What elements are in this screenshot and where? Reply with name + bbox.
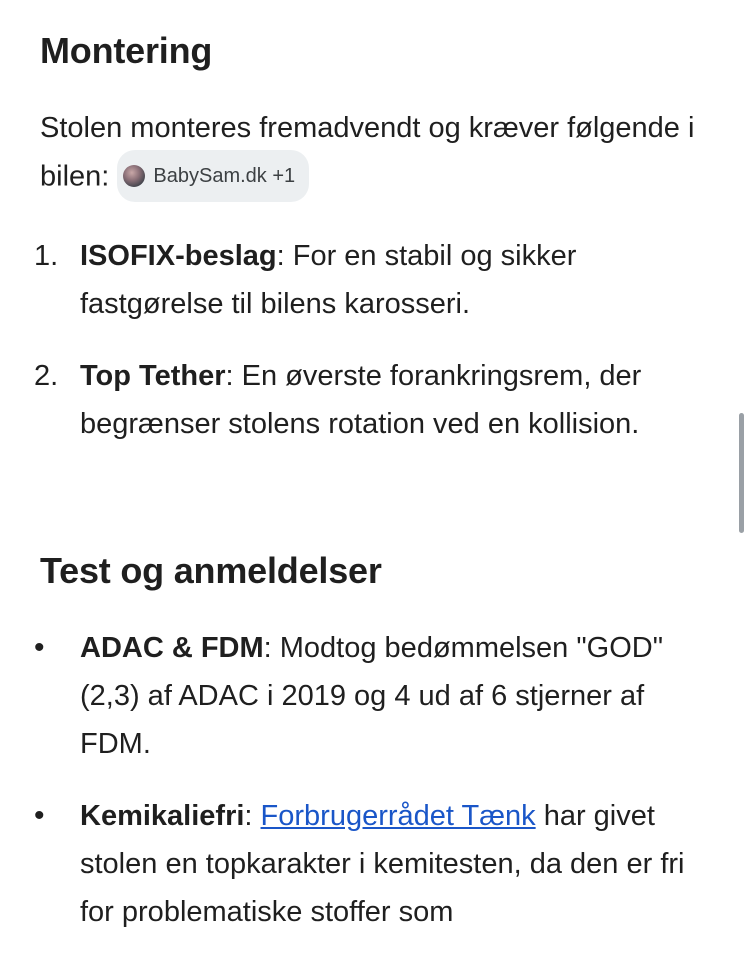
intro-text: Stolen monteres fremadvendt og kræver følgende i bilen:: [40, 112, 695, 193]
site-favicon-icon: [123, 165, 145, 187]
section-heading-montering: Montering: [40, 30, 213, 71]
list-text: : For en stabil og sikker fastgørelse til bilens karosseri.: [80, 240, 577, 320]
list-item: [34, 792, 720, 936]
list-text: har givet stolen en topkarakter i kemitesten, da den er fri for problematiske stoffer som: [80, 800, 685, 928]
list-term: ADAC & FDM: [80, 632, 264, 664]
montering-list: [34, 232, 720, 472]
list-text: : Modtog bedømmelsen "GOD" (2,3) af ADAC i 2019 og 4 ud af 6 stjerner af FDM.: [80, 632, 664, 760]
source-chip[interactable]: [117, 150, 309, 202]
list-number: 2.: [34, 360, 59, 392]
section-heading-test: Test og anmeldelser: [40, 550, 382, 591]
list-item: [34, 232, 720, 328]
list-term: Kemikaliefri: [80, 800, 245, 832]
list-item: [34, 624, 720, 768]
list-item: [34, 352, 720, 448]
list-number: 1.: [34, 240, 59, 272]
list-term: ISOFIX-beslag: [80, 240, 277, 272]
montering-intro: [40, 104, 700, 204]
list-term: Top Tether: [80, 360, 226, 392]
test-list: [34, 624, 720, 960]
scrollbar-thumb[interactable]: [739, 413, 744, 533]
bullet-glyph: •: [34, 631, 45, 664]
list-text: : En øverste forankringsrem, der begrænser stolens rotation ved en kollision.: [80, 360, 642, 440]
source-chip-label: BabySam.dk +1: [153, 165, 296, 187]
bullet-glyph: •: [34, 799, 45, 832]
list-separator: :: [244, 800, 261, 832]
forbrugerraadet-link[interactable]: Forbrugerrådet Tænk: [260, 800, 536, 832]
